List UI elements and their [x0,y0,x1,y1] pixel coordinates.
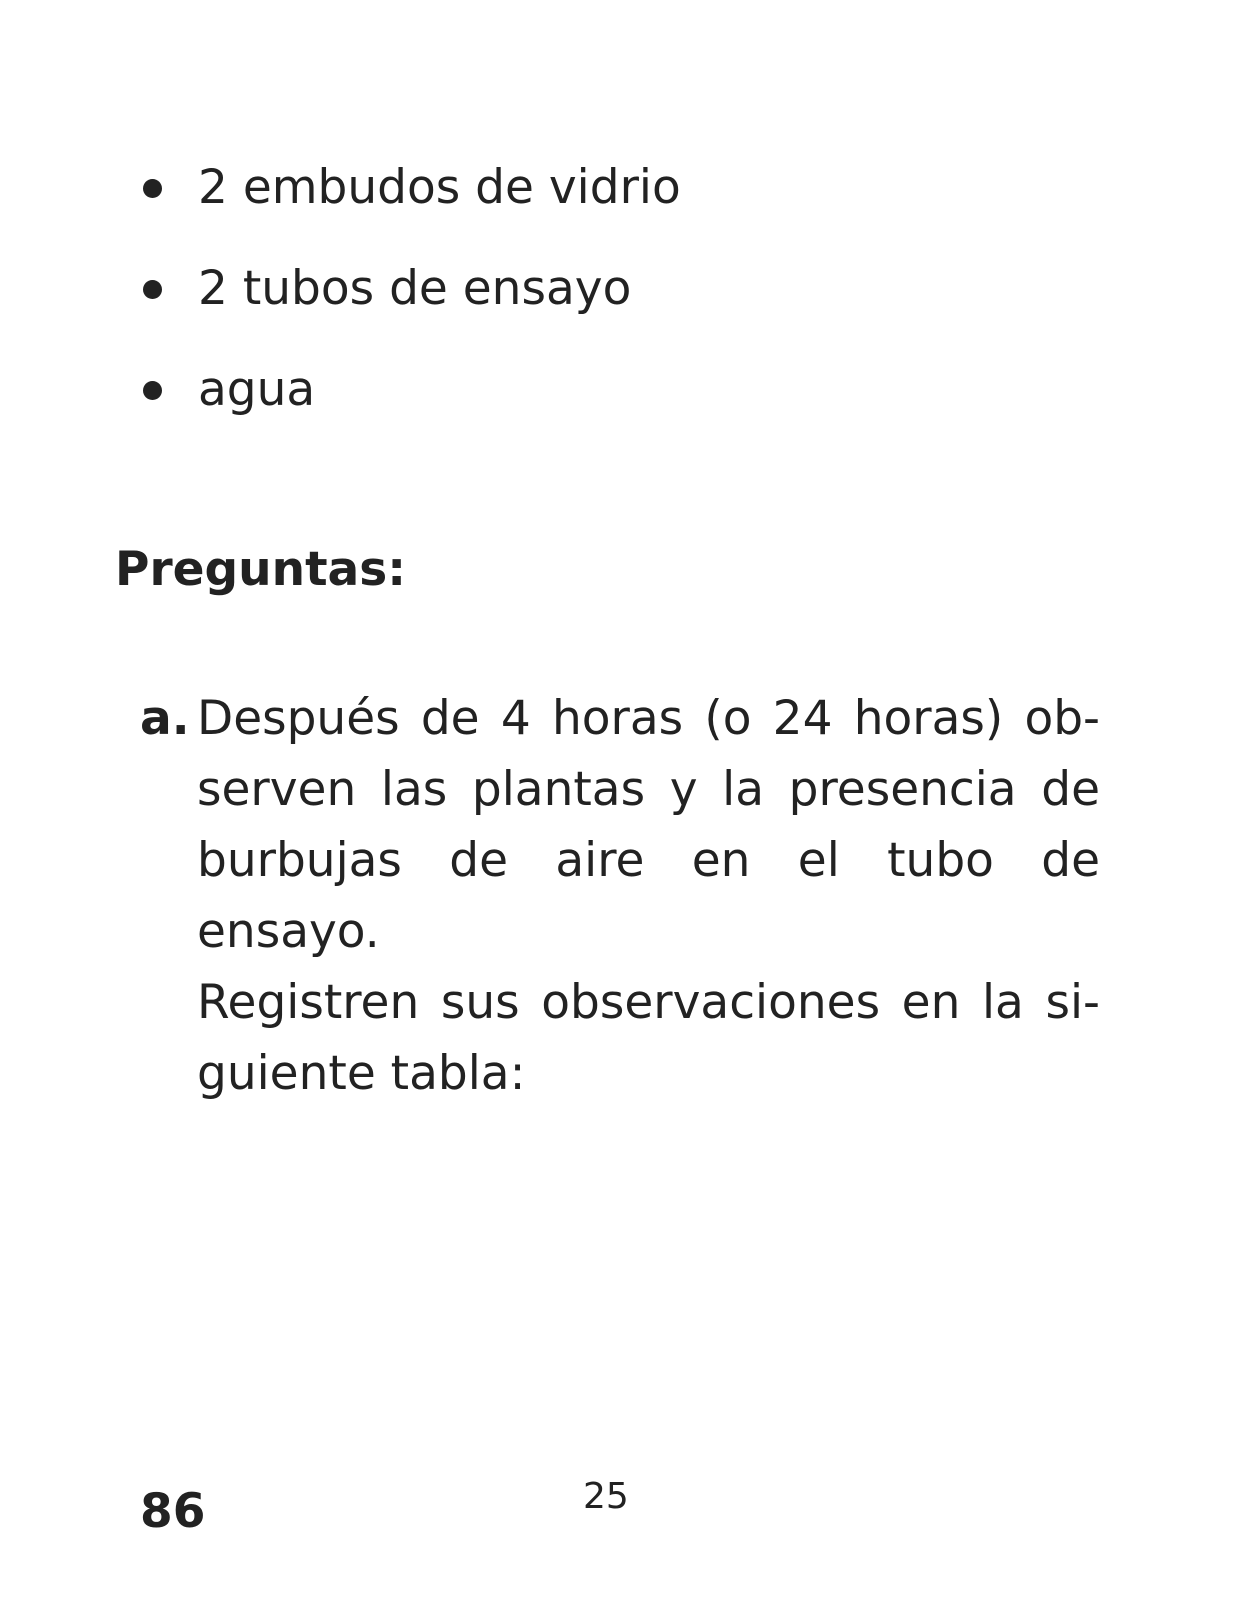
page-number: 86 [140,1484,206,1539]
question-text [197,683,1100,1109]
question-letter: a. [140,691,190,746]
question-text-line: burbujas de aire en el tubo de ensayo. [197,833,1100,959]
question-text-line: guiente tabla: [197,1046,526,1101]
list-item-text: 2 embudos de vidrio [198,160,681,215]
question-text-line: Registren sus observaciones en la si- [197,975,1100,1030]
question-text-line: serven las plantas y la presencia de [197,762,1100,817]
bullet-icon [143,280,162,299]
list-item [143,261,681,362]
section-heading: Preguntas: [115,542,407,597]
bullet-icon [143,381,162,400]
bullet-icon [143,179,162,198]
list-item [143,362,681,463]
question-text-line: Después de 4 horas (o 24 horas) ob- [197,691,1100,746]
materials-list [143,160,681,463]
list-item [143,160,681,261]
list-item-text: 2 tubos de ensayo [198,261,632,316]
folio-number: 25 [583,1476,629,1517]
list-item-text: agua [198,362,316,417]
